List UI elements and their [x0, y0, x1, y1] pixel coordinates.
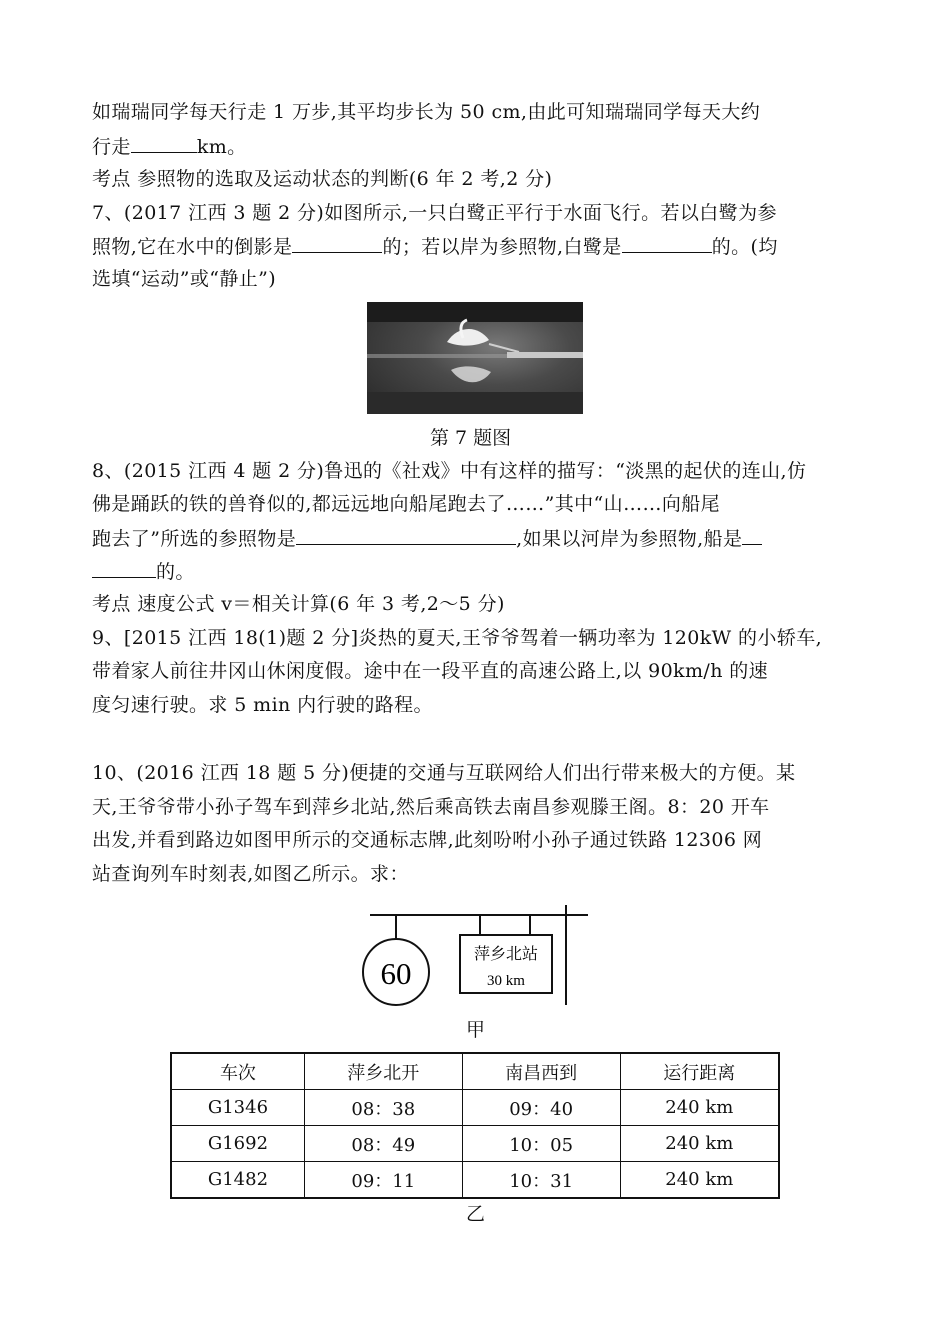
speed-limit-value: 60 [380, 956, 412, 991]
table-row [171, 1162, 779, 1199]
answer-blank [742, 526, 762, 545]
text-line: 天,王爷爷带小孙子驾车到萍乡北站,然后乘高铁去南昌参观滕王阁。8：20 开车 [92, 796, 770, 818]
text-line: 行走 km。 [92, 136, 247, 158]
train-timetable [170, 1052, 780, 1199]
station-name: 萍乡北站 [473, 944, 539, 963]
arrival-time: 10：05 [462, 1126, 620, 1162]
figure-yi-caption: 乙 [466, 1203, 486, 1225]
traffic-sign-figure [360, 905, 600, 1015]
text-line: 带着家人前往井冈山休闲度假。途中在一段平直的高速公路上,以 90km/h 的速 [92, 660, 769, 682]
distance: 240 km [620, 1090, 779, 1126]
column-header: 萍乡北开 [304, 1053, 462, 1090]
text-line: 站查询列车时刻表,如图乙所示。求： [92, 863, 409, 885]
answer-blank [292, 234, 382, 253]
figure-7-caption: 第 7 题图 [430, 427, 512, 449]
answer-blank [622, 234, 712, 253]
arrival-time: 09：40 [462, 1090, 620, 1126]
train-number: G1346 [171, 1090, 304, 1126]
departure-time: 09：11 [304, 1162, 462, 1199]
text-line: 的。 [92, 559, 195, 584]
question-8: 8、(2015 江西 4 题 2 分)鲁迅的《社戏》中有这样的描写：“淡黑的起伏的连山,仿 [92, 460, 807, 482]
text-line: 出发,并看到路边如图甲所示的交通标志牌,此刻吩咐小孙子通过铁路 12306 网 [92, 829, 763, 851]
column-header: 运行距离 [620, 1053, 779, 1090]
text-line: 佛是踊跃的铁的兽脊似的,都远远地向船尾跑去了……”其中“山……向船尾 [92, 493, 721, 515]
text-line: 如瑞瑞同学每天行走 1 万步,其平均步长为 50 cm,由此可知瑞瑞同学每天大约 [92, 101, 761, 123]
text-line: 跑去了”所选的参照物是 ,如果以河岸为参照物,船是 [92, 526, 762, 551]
train-number: G1482 [171, 1162, 304, 1199]
departure-time: 08：49 [304, 1126, 462, 1162]
column-header: 车次 [171, 1053, 304, 1090]
station-distance: 30 km [487, 973, 525, 989]
table-row [171, 1126, 779, 1162]
table-row [171, 1090, 779, 1126]
figure-jia-caption: 甲 [466, 1019, 486, 1041]
column-header: 南昌西到 [462, 1053, 620, 1090]
text-line: 选填“运动”或“静止”) [92, 268, 277, 290]
table-header-row [171, 1053, 779, 1090]
distance: 240 km [620, 1126, 779, 1162]
departure-time: 08：38 [304, 1090, 462, 1126]
egret-image [367, 302, 583, 414]
train-number: G1692 [171, 1126, 304, 1162]
text-line: 照物,它在水中的倒影是 的；若以岸为参照物,白鹭是 的。(均 [92, 236, 778, 258]
distance: 240 km [620, 1162, 779, 1199]
question-9: 9、[2015 江西 18(1)题 2 分]炎热的夏天,王爷爷驾着一辆功率为 120kW 的小轿车, [92, 627, 823, 649]
section-heading: 考点 参照物的选取及运动状态的判断(6 年 2 考,2 分) [92, 168, 553, 190]
text-line: 度匀速行驶。求 5 min 内行驶的路程。 [92, 694, 433, 716]
question-7: 7、(2017 江西 3 题 2 分)如图所示,一只白鹭正平行于水面飞行。若以白鹭为参 [92, 202, 777, 224]
egret-photo [367, 302, 583, 414]
answer-blank [131, 134, 197, 153]
question-10: 10、(2016 江西 18 题 5 分)便捷的交通与互联网给人们出行带来极大的方便。某 [92, 762, 796, 784]
section-heading: 考点 速度公式 v＝相关计算(6 年 3 考,2～5 分) [92, 593, 505, 615]
answer-blank [296, 526, 516, 545]
answer-blank [92, 559, 156, 578]
arrival-time: 10：31 [462, 1162, 620, 1199]
